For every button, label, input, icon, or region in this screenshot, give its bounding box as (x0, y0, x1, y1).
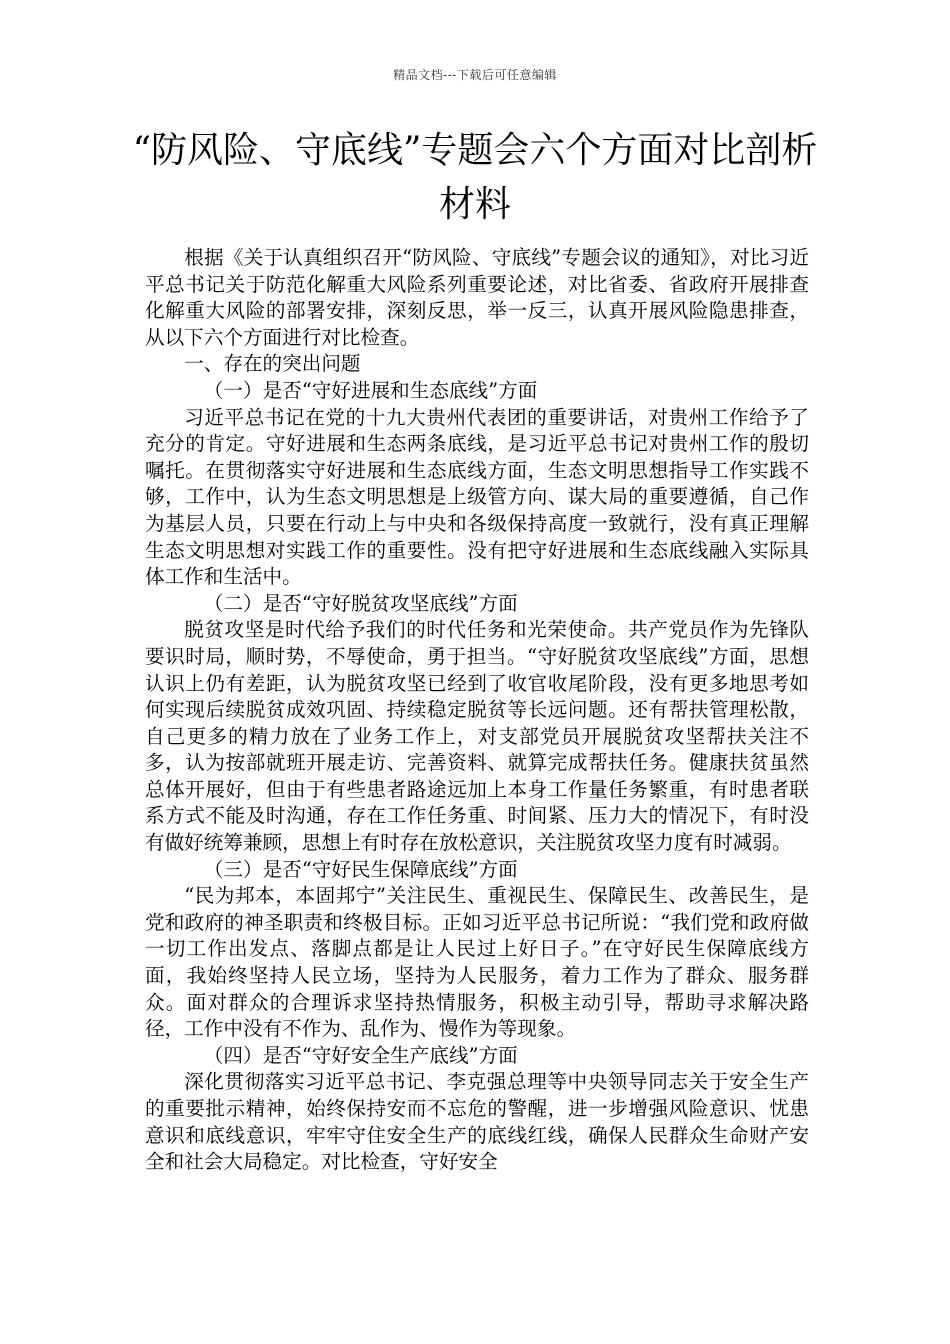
subsection-heading-2: （二）是否“守好脱贫攻坚底线”方面 (203, 591, 518, 615)
section-heading: 一、存在的突出问题 (184, 352, 361, 376)
paragraph-3: “民为邦本，本固邦宁”关注民生、重视民生、保障民生、改善民生，是党和政府的神圣职责和终极目标。正如习近平总书记所说：“我们党和政府做一切工作出发点、落脚点都是让人民过上好日子。”在守好民生保障底线方面，我始终坚持人民立场，坚持为人民服务，着力工作为了群众、服务群众。面对群众的合理诉求坚持热情服务，积极主动引导，帮助寻求解决路径，工作中没有不作为、乱作为、慢作为等现象。 (145, 884, 809, 1041)
intro-paragraph: 根据《关于认真组织召开“防风险、守底线”专题会议的通知》，对比习近平总书记关于防范化解重大风险系列重要论述，对比省委、省政府开展排查化解重大风险的部署安排，深刻反思，举一反三，认真开展风险隐患排查，从以下六个方面进行对比检查。 (145, 246, 809, 349)
document-body (145, 245, 809, 1176)
paragraph-4: 深化贯彻落实习近平总书记、李克强总理等中央领导同志关于安全生产的重要批示精神，始终保持安而不忘危的警醒，进一步增强风险意识、忧患意识和底线意识，牢牢守住安全生产的底线红线，确保人民群众生命财产安全和社会大局稳定。对比检查，守好安全 (145, 1070, 809, 1174)
subsection-heading-1: （一）是否“守好进展和生态底线”方面 (203, 378, 538, 402)
subsection-heading-4: （四）是否“守好安全生产底线”方面 (203, 1043, 518, 1067)
subsection-heading-3: （三）是否“守好民生保障底线”方面 (203, 857, 518, 881)
paragraph-2: 脱贫攻坚是时代给予我们的时代任务和光荣使命。共产党员作为先锋队要识时局，顺时势，不辱使命，勇于担当。“守好脱贫攻坚底线”方面，思想认识上仍有差距，认为脱贫攻坚已经到了收官收尾阶段，没有更多地思考如何实现后续脱贫成效巩固、持续稳定脱贫等长远问题。还有帮扶管理松散，自己更多的精力放在了业务工作上，对支部党员开展脱贫攻坚帮扶关注不多，认为按部就班开展走访、完善资料、就算完成帮扶任务。健康扶贫虽然总体开展好，但由于有些患者路途远加上本身工作量任务繁重，有时患者联系方式不能及时沟通，存在工作任务重、时间紧、压力大的情况下，有时没有做好统筹兼顾，思想上有时存在放松意识，关注脱贫攻坚力度有时减弱。 (145, 618, 809, 855)
paragraph-1: 习近平总书记在党的十九大贵州代表团的重要讲话，对贵州工作给予了充分的肯定。守好进展和生态两条底线，是习近平总书记对贵州工作的殷切嘱托。在贯彻落实守好进展和生态底线方面，生态文明思想指导工作实践不够，工作中，认为生态文明思想是上级管方向、谋大局的重要遵循，自己作为基层人员，只要在行动上与中央和各级保持高度一致就行，没有真正理解生态文明思想对实践工作的重要性。没有把守好进展和生态底线融入实际具体工作和生活中。 (145, 405, 809, 589)
page-header: 精品文档---下载后可任意编辑 (393, 68, 557, 82)
document-title: “防风险、守底线”专题会六个方面对比剖析材料 (132, 130, 818, 225)
